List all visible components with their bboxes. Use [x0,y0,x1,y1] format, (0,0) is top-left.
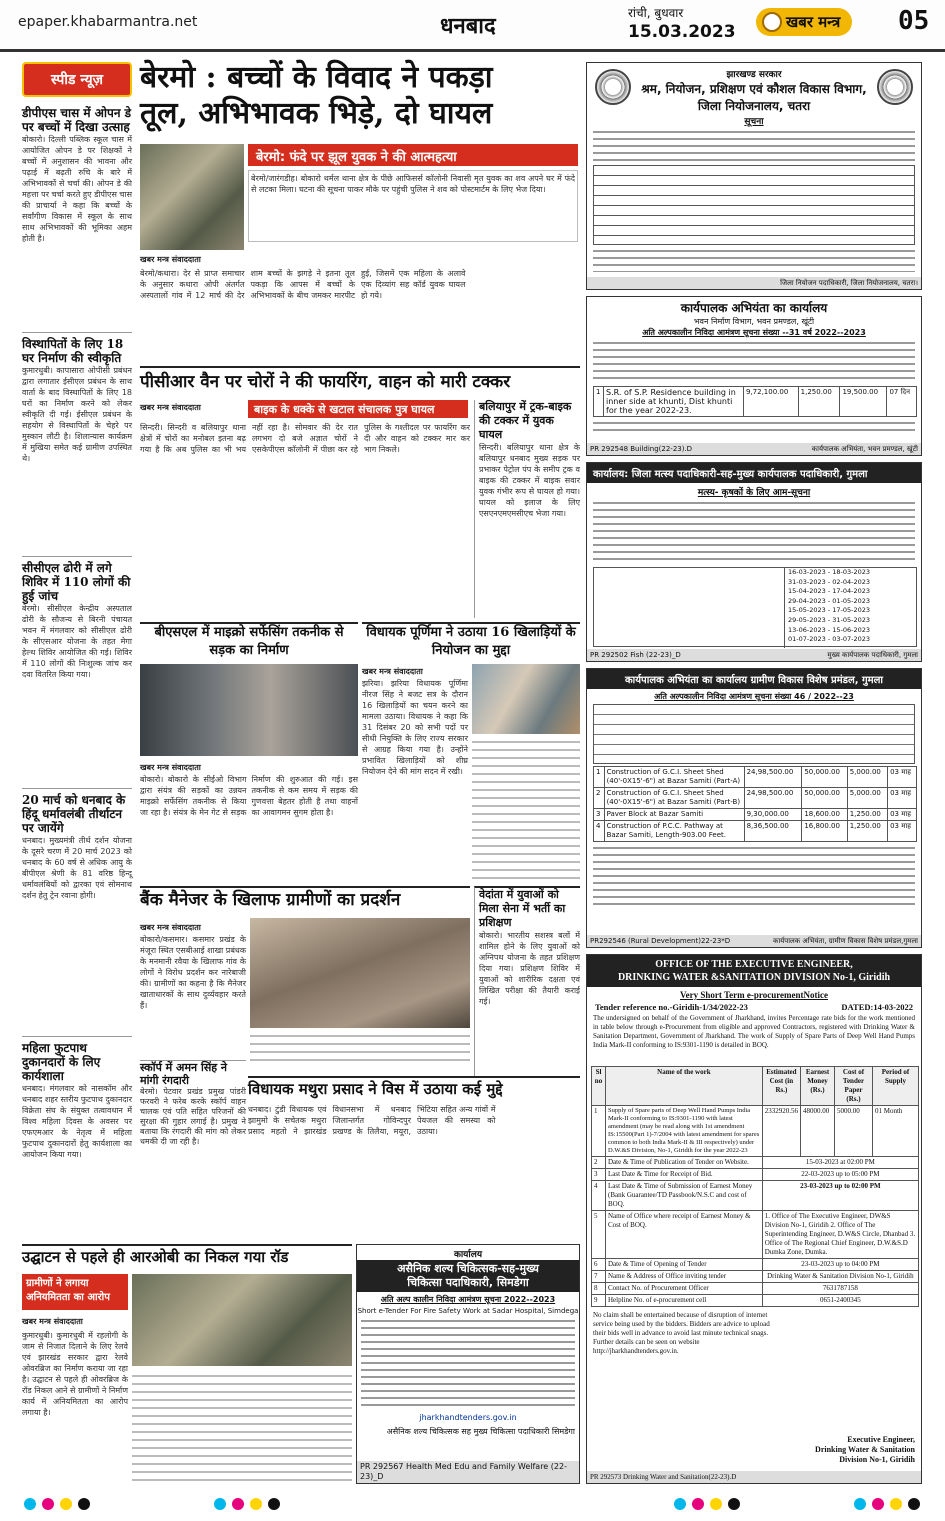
speed-news-item: महिला फुटपाथ दुकानदारों के लिए कार्यशाला धनबाद। मंगलवार को नासकॉम और धनबाद शहर स्तरीय फुटपाथ दुकानदार विक्रेता संघ के संयुक्त तत्वावधान में विश्व महिला दिवस के अवसर पर एफएमआर के नेतृत्व में महिला फुटपाथ दुकानदारों हेतु कार्यशाला का आयोजन किया गया। [22,1036,132,1236]
registration-dot [232,1498,244,1510]
rob-headline: उद्घाटन से पहले ही आरओबी का निकल गया रॉड [22,1248,289,1266]
byline: खबर मन्त्र संवाददाता [22,1317,83,1326]
registration-dot [728,1498,740,1510]
training-table [593,567,917,647]
registration-dot [674,1498,686,1510]
mathura-body: धनबाद। टुंडी विधायक एवं झामुमो के सचेतक मथुरा प्रसाद महतो ने झारखंड विधानसभा में धनबाद जिलान्तर्गत गोविन्दपुर प्रखण्ड के तिलैया, मयूरा, भिटिया सहित अन्य गांवों में पेयजल की समस्या को उठाया। [248,1105,496,1136]
mla-story [362,622,580,882]
table-row: 5 Name of Office where receipt of Earnest Money & Cost of BOQ. 1. Office of The Executive Engineer, DW&S Division No-1, Giridih 2. Office of The Superintending Engineer, D.W&S Circle, Dhanbad 3. Office of The Regional Chief Engineer, D.W.&S.D Dumka Zone, Dumka. [592,1211,919,1259]
registration-dot [908,1498,920,1510]
speed-news-item: डीपीएस चास में ओपन डे पर बच्चों में दिखा उत्साह बोकारो। दिल्ली पब्लिक स्कूल चास में आयोजित ओपन डे पर शिक्षकों ने बच्चों में अनुशासन की भावना और पढ़ाई में बढ़ती रुचि के बारे में अभिभावकों से चर्चा की। ओपन डे की महत्ता पर चर्चा करते हुए डीपीएस चास की प्राचार्या ने कहा कि बच्चों के सर्वांगीण विकास में स्कूल के साथ साथ अभिभावकों की भूमिका अहम होती है। [22,106,132,243]
schedule-table [593,165,915,245]
giridih-tender-table [591,1066,919,1307]
building-dept-ad: कार्यपालक अभियंता का कार्यालय भवन निर्माण विभाग, भवन प्रमण्डल, खूंटी अति अल्पकालीन निविदा आमंत्रण सूचना संख्या --31 वर्ष 2022--2023 1 S.R. of S.P. Residence building in inner side at khunti, Dist khunti for the year 2022-23. 9,72,100.00 1,250.00 19,500.00 07 दिन PR 292548 Building(22-23).D कार्यपालक अभियंता, भवन प्रमण्डल, खूंटी [586,296,922,456]
bsl-headline: बीएसएल में माइक्रो सर्फेसिंग तकनीक से सड़क का निर्माण [154,625,344,658]
table-row: 6 Date & Time of Opening of Tender 23-03-2023 up to 04:00 PM [592,1259,919,1271]
bank-body: बोकारो/कसमार। कसमार प्रखंड के मंजूरा स्थित एसबीआई शाखा प्रबंधक के मनमानी रवैया के खिलाफ गांव के लोगों ने विरोध प्रदर्शन कर नारेबाजी की। ग्रामीणों का कहना है कि मैनेजर खाताधारकों के साथ दुर्व्यवहार करते हैं। [140,935,246,1010]
table-row: 2 Date & Time of Publication of Tender on Website. 15-03-2023 at 02:00 PM [592,1157,919,1169]
speed-news-item: सीसीएल ढोरी में लगे शिविर में 110 लोगों की हुई जांच बेरमो। सीसीएल केन्द्रीय अस्पताल ढोरी के सौजन्य से बिरनी पंचायत भवन में मंगलवार को सीसीएल ढोरी के सीएसआर योजना के तहत मेगा हेल्थ शिविर आयोजित की गई। शिविर में 110 लोगों की निःशुल्क जांच कर दवा वितरित किया गया। [22,556,132,788]
lead-body: बेरमो/कथारा। देर से प्राप्त समाचार के अनुसार कथारा ओपी अंतर्गत अस्पतालों गांव में 12 मार्च की देर शाम बच्चों के झगड़े ने इतना तूल पकड़ा कि आपस में बच्चों के अभिभावकों के बीच जमकर मारपीट हुई, जिसमें एक महिला के अलावे एक दिव्यांग सह कॉर्ड युवक घायल हो गये। [140,269,466,300]
color-registration-icon [0,1492,945,1517]
byline: खबर मन्त्र संवाददाता [362,667,423,676]
mla-photo [472,664,580,734]
brand-logo: खबर मन्त्र [756,8,852,36]
lead-photo [140,144,244,250]
mathura-headline: विधायक मथुरा प्रसाद ने विस में उठाया कई मुद्दे [248,1080,503,1098]
pcr-story [140,366,580,618]
speed-news-item: विस्थापितों के लिए 18 घर निर्माण की स्वीकृति कुमारधुबी। कापासारा ओपीसी प्रबंधन द्वारा लगातार ईसीएल प्रबंधन के साथ वार्ता के बाद विस्थापितों के लिए 18 घरों का निर्माण करने को लेकर स्वीकृति दी गई। ईसीएल प्रबंधन के सहयोग से विस्थापितों के चेहरे पर मुस्कान लौटी है। शिलान्यास कार्यक्रम में मुखिया समेत कई ग्रामीण उपस्थित थे। [22,332,132,556]
dws-giridih-ad: OFFICE OF THE EXECUTIVE ENGINEER, DRINKING WATER &SANITATION DIVISION No-1, Giridih Very Short Term e-procurementNotice Tender reference no.-Giridih-1/34/2022-23 DATED:14-03-2022 The undersigned on behalf of the Government of Jharkhand, invites Percentage rate bids for the work mentioned in table below through e-Procurement from eligible and approved Contractors, registered with Drinking Water & Sanitation Department, Government of Jharkhand. The work of Supply of Spare Parts of Deep Well Hand Pumps India Mark-II conforming to IS:9301-1190 is detailed in BOQ. Sl no Name of the work Estimated Cost (in Rs.) Earnest Money (Rs.) Cost of Tender Paper (Rs.) Period of Supply 1 Supply of Spare parts of Deep Well Hand Pumps India Mark-II conforming to IS:9301-1190 with latest amendment (may be read along with 1st amendment IS:15500(Part 1)-7/2004 with latest amendment for spares common to both India Mark-II & III respectively) under D.W.&S Division, No-1, Giridih for the year 2022-23 2332920.56 48000.00 5000.00 01 Month 2 Date & Time of Publication of Tender on Website. 15-03-2023 at 02:00 PM 3 Last Date & Time for Receipt of Bid. 22-03-2023 up to 05:00 PM 4 Last Date & Time of Submission of Earnest Money (Bank Guarantee/TD Passbook/N.S.C and cost of BOQ. 23-03-2023 up to 02:00 PM 5 Name of Office where receipt of Earnest Money & Cost of BOQ. 1. Office of The Executive Engineer, DW&S Division No-1, Giridih 2. Office of The Superintending Engineer, D.W&S Circle, Dhanbad 3. Office of The Regional Chief Engineer, D.W.&S.D Dumka Zone, Dumka. 6 Date & Time of Opening of Tender 23-03-2023 up to 04:00 PM 7 Name & Address of Office inviting tender Drinking Water & Sanitation Division No-1, Giridih 8 Contact No. of Procurement Officer 7631787158 9 Helpline No. of e-procurement cell 0651-2400345 No claim shall be entertained because of disruption of internet service being used by the bidders. Bidders are advice to upload their bids well in advance to avoid last minute technical snags. Further details can be seen on website http://jharkhandtenders.gov.in. Executive Engineer, Drinking Water & Sanitation Division No-1, Giridih PR 292573 Drinking Water and Sanitation(22-23).D [586,954,922,1484]
bank-photo [250,918,470,1028]
govt-seal-icon [595,69,631,105]
speed-news-column [22,62,132,1240]
rob-body-cont [132,1372,352,1486]
mla-headline: विधायक पूर्णिमा ने उठाया 16 खिलाड़ियों के नियोजन का मुद्दा [366,625,576,658]
page-header [0,0,945,52]
registration-dot [854,1498,866,1510]
training-dates: 16-03-2023 - 18-03-2023 31-03-2023 - 02-04-2023 15-04-2023 - 17-04-2023 29-04-2023 - 01-05-2023 15-05-2023 - 17-05-2023 29-05-2023 - 31-05-2023 13-06-2023 - 15-06-2023 01-07-2023 - 03-07-2023 [784,568,918,648]
edition-city: धनबाद [440,13,496,39]
mla-body: झरिया। झरिया विधायक पूर्णिमा नीरज सिंह ने बजट सत्र के दौरान 16 खिलाड़ियों का चयन करने का मामला उठाया। विधायक ने कहा कि 31 दिसंबर 20 को सभी पदों पर सीधी नियुक्ति के लिए राज्य सरकार से आग्रह किया गया है। उन्होंने प्रभावित खिलाड़ियों को शीघ्र नियोजन देने की मांग सदन में रखी। [362,679,468,776]
table-row: 1 Construction of G.C.I. Sheet Shed (40'-0X15'-6") at Bazar Samiti (Part-A) 24,98,500.00 50,000.00 5,000.00 03 माह [594,767,917,788]
bank-headline: बैंक मैनेजर के खिलाफ ग्रामीणों का प्रदर्शन [140,890,401,910]
byline: खबर मन्त्र संवाददाता [140,403,201,412]
sidebar-story: बलियापुर में ट्रक-बाइक की टक्कर में युवक घायल सिन्दरी। बलियापुर थाना क्षेत्र के बलियापुर धनबाद मुख्य सड़क पर प्रभाकर पेट्रोल पंप के समीप ट्रक व बाइक की टक्कर में बाइक सवार युवक गंभीर रूप से घायल हो गया। घायल को इलाज के लिए एसएनएमएमसीएच भेजा गया। [474,400,580,618]
speed-news-logo: स्पीड न्यूज़ [22,62,132,97]
lead-headline-1: बेरमो : बच्चों के विवाद ने पकड़ा [140,60,493,95]
table-row: 8 Contact No. of Procurement Officer 7631787158 [592,1283,919,1295]
page-number: 05 [898,6,930,36]
registration-dot [78,1498,90,1510]
tender-website-link[interactable]: jharkhandtenders.gov.in [419,1413,517,1422]
table-row: 2 Construction of G.C.I. Sheet Shed (40'-0X15'-6") at Bazar Samiti (Part-B) 24,98,500.00 50,000.00 5,000.00 03 माह [594,788,917,809]
epaper-url[interactable]: epaper.khabarmantra.net [18,14,198,30]
fisheries-ad: कार्यालय: जिला मत्स्य पदाधिकारी-सह-मुख्य कार्यपालक पदाधिकारी, गुमला मत्स्य- कृषकों के लिए आम-सूचना 16-03-2023 - 18-03-2023 31-03-2023 - 02-04-2023 15-04-2023 - 17-04-2023 29-04-2023 - 01-05-2023 15-05-2023 - 17-05-2023 29-05-2023 - 31-05-2023 13-06-2023 - 15-06-2023 01-07-2023 - 03-07-2023 PR 292502 Fish (22-23)_D मुख्य कार्यपालक पदाधिकारी, गुमला [586,462,922,662]
table-row: 3 Paver Block at Bazar Samiti 9,30,000.00 18,600.00 1,250.00 03 माह [594,809,917,821]
rob-tag: ग्रामीणों ने लगाया अनियमितता का आरोप [22,1274,128,1310]
rob-story [22,1244,352,1484]
registration-dot [250,1498,262,1510]
registration-dot [872,1498,884,1510]
registration-dot [692,1498,704,1510]
byline: खबर मन्त्र संवाददाता [140,255,201,264]
lead-headline-2: तूल, अभिभावक भिड़े, दो घायल [140,96,493,131]
health-tender-ad: कार्यालय असैनिक शल्य चिकित्सक-सह-मुख्य चिकित्सा पदाधिकारी, सिमडेगा अति अल्प कालीन निविदा आमंत्रण सूचना 2022--2023 Short e-Tender For Fire Safety Work at Sadar Hospital, Simdega jharkhandtenders.gov.in असैनिक शल्य चिकित्सक सह मुख्य चिकित्सा पदाधिकारी सिमडेगा PR 292567 Health Med Edu and Family Welfare (22-23)_D [356,1244,580,1484]
registration-dot [710,1498,722,1510]
works-table [593,766,917,842]
bank-body-cont [250,1032,470,1062]
byline: खबर मन्त्र संवाददाता [140,923,201,932]
speed-news-list [22,106,132,1236]
lead-story [140,60,580,362]
registration-dot [214,1498,226,1510]
table-row: 4 Construction of P.C.C. Pathway at Bazar Samiti, Length-903.00 Feet. 8,36,500.00 16,800.00 1,250.00 03 माह [594,821,917,842]
mla-body-cont [472,738,580,884]
brand-icon [762,12,782,32]
lead-sub-headline: बेरमो: फंदे पर झूल युवक ने की आत्महत्या [248,144,578,166]
ad-body-lines [361,1318,575,1410]
table-row: 7 Name & Address of Office inviting tender Drinking Water & Sanitation Division No-1, Giridih [592,1271,919,1283]
sub-story-body: बेरमो/जारंगडीह। बोकारो थर्मल थाना क्षेत्र के पीछे आफिसर्स कॉलोनी निवासी मृत युवक का शव अपने घर में फंदे से लटका मिला। घटना की सूचना पाकर मौके पर पहुंची पुलिस ने शव को पोस्टमार्टम के लिए भेज दिया। [248,170,578,242]
bsl-body: बोकारो। बोकारो के सीईओ विभाग द्वारा संयंत्र की सड़कों का उन्नयन माइक्रो सर्फेसिंग तकनीक से किया जा रहा है। संयंत्र के मेन गेट से सड़क निर्माण की शुरुआत की गई। इस तकनीक से कम समय में सड़क की गुणवत्ता बेहतर होती है तथा वाहनों का आवागमन सुगम होता है। [140,775,358,817]
table-row: 1 Supply of Spare parts of Deep Well Hand Pumps India Mark-II conforming to IS:9301-1190 with latest amendment (may be read along with 1st amendment IS:15500(Part 1)-7/2004 with latest amendment for spares common to both India Mark-II & III respectively) under D.W.&S Division, No-1, Giridih for the year 2022-23 2332920.56 48000.00 5000.00 01 Month [592,1106,919,1157]
registration-marks [0,1492,945,1517]
bsl-photo [140,664,358,756]
scorp-story: स्कॉर्प में अमन सिंह ने मांगी रंगदारी बेरमो। पेटवार प्रखंड प्रमुख पांडरी फरवरी ने फरेब करके स्कॉर्प वाहन चालक एवं पति सहित परिजनों की सुरक्षा की गुहार लगाई है। प्रमुख ने बताया कि रंगदारी की मांग को लेकर धमकी दी जा रही है। [140,1061,246,1146]
table-row: 9 Helpline No. of e-procurement cell 0651-2400345 [592,1295,919,1307]
rob-photo [132,1274,352,1366]
table-header-row: Sl no Name of the work Estimated Cost (in Rs.) Earnest Money (Rs.) Cost of Tender Paper (Rs.) Period of Supply [592,1067,919,1106]
registration-dot [890,1498,902,1510]
registration-dot [24,1498,36,1510]
byline: खबर मन्त्र संवाददाता [140,763,201,772]
pcr-sub-headline: बाइक के धक्के से खटाल संचालक पुत्र घायल [248,400,468,418]
labour-dept-ad: झारखण्ड सरकार श्रम, नियोजन, प्रशिक्षण एवं कौशल विकास विभाग, जिला नियोजनालय, चतरा सूचना जिला नियोजन पदाधिकारी, जिला नियोजनालय, चतरा। [586,62,922,290]
dept-seal-icon [877,69,913,105]
army-story: वेदांता में युवाओं को मिला सेना में भर्ती का प्रशिक्षण बोकारो। भारतीय सशस्त्र बलों में शामिल होने के लिए युवाओं को अग्निपथ योजना के तहत प्रशिक्षण दिया गया। प्रशिक्षण शिविर में युवाओं को शारीरिक दक्षता एवं लिखित परीक्षा की तैयारी कराई गई। [474,886,580,1076]
pcr-headline: पीसीआर वैन पर चोरों ने की फायरिंग, वाहन को मारी टक्कर [140,372,511,392]
speed-news-item: 20 मार्च को धनबाद के हिंदू धर्मावलंबी तीर्थाटन पर जायेंगे धनबाद। मुख्यमंत्री तीर्थ दर्शन योजना के दूसरे चरण में 20 मार्च 2023 को धनबाद के 60 वर्ष से अधिक आयु के बीपीएल श्रेणी के 81 वरिष्ठ हिन्दू धर्मावलंबियों को द्वारका एवं सोमनाथ दर्शन हेतु ट्रेन रवाना होगी। [22,788,132,1036]
rural-dev-ad: कार्यपालक अभियंता का कार्यालय ग्रामीण विकास विशेष प्रमंडल, गुमला अति अल्पकालीन निविदा आमंत्रण सूचना संख्या 46 / 2022--23 1 Construction of G.C.I. Sheet Shed (40'-0X15'-6") at Bazar Samiti (Part-A) 24,98,500.00 50,000.00 5,000.00 03 माह 2 Construction of G.C.I. Sheet Shed (40'-0X15'-6") at Bazar Samiti (Part-B) 24,98,500.00 50,000.00 5,000.00 03 माह 3 Paver Block at Bazar Samiti 9,30,000.00 18,600.00 1,250.00 03 माह 4 Construction of P.C.C. Pathway at Bazar Samiti, Length-903.00 Feet. 8,36,500.00 16,800.00 1,250.00 03 माह PR292546 (Rural Development)22-23*D कार्यपालक अभियंता, ग्रामीण विकास विशेष प्रमंडल,गुमला [586,668,922,948]
table-row: 4 Last Date & Time of Submission of Earnest Money (Bank Guarantee/TD Passbook/N.S.C and cost of BOQ. 23-03-2023 up to 02:00 PM [592,1181,919,1211]
signatory: Executive Engineer, Drinking Water & Sanitation Division No-1, Giridih [815,1435,915,1464]
pcr-body: सिन्दरी। सिन्दरी व बलियापुर थाना क्षेत्रों में चोरों का मनोबल इतना बढ़ गया है कि अब पुलिस का भी भय नहीं रहा है। सोमवार की देर रात लगभग दो बजे अज्ञात चोरों ने एसकेपीएस कॉलोनी में पीछा कर रहे पुलिस के गश्तीदल पर फायरिंग कर दी और वाहन को टक्कर मार कर भाग निकले। [140,423,470,454]
rob-body: कुमारधुबी। कुमारधुबी में रहलोगी के जाम से निजात दिलाने के लिए रेलवे एवं झारखंड सरकार द्वारा रेलवे ओवरब्रिज का निर्माण कराया जा रहा है। उद्घाटन से पहले ही ओवरब्रिज के रॉड निकल आने से ग्रामीणों ने निर्माण कार्य में अनियमितता का आरोप लगाया है। [22,1331,128,1417]
table-row: 3 Last Date & Time for Receipt of Bid. 22-03-2023 up to 05:00 PM [592,1169,919,1181]
table-row: 1 S.R. of S.P. Residence building in inner side at khunti, Dist khunti for the year 2022-23. 9,72,100.00 1,250.00 19,500.00 07 दिन [594,387,917,417]
mathura-story [248,1076,580,1238]
registration-dot [268,1498,280,1510]
bsl-story [140,622,358,882]
tender-table [593,386,917,417]
registration-dot [60,1498,72,1510]
edition-date: रांची, बुधवार 15.03.2023 [628,6,736,42]
registration-dot [42,1498,54,1510]
